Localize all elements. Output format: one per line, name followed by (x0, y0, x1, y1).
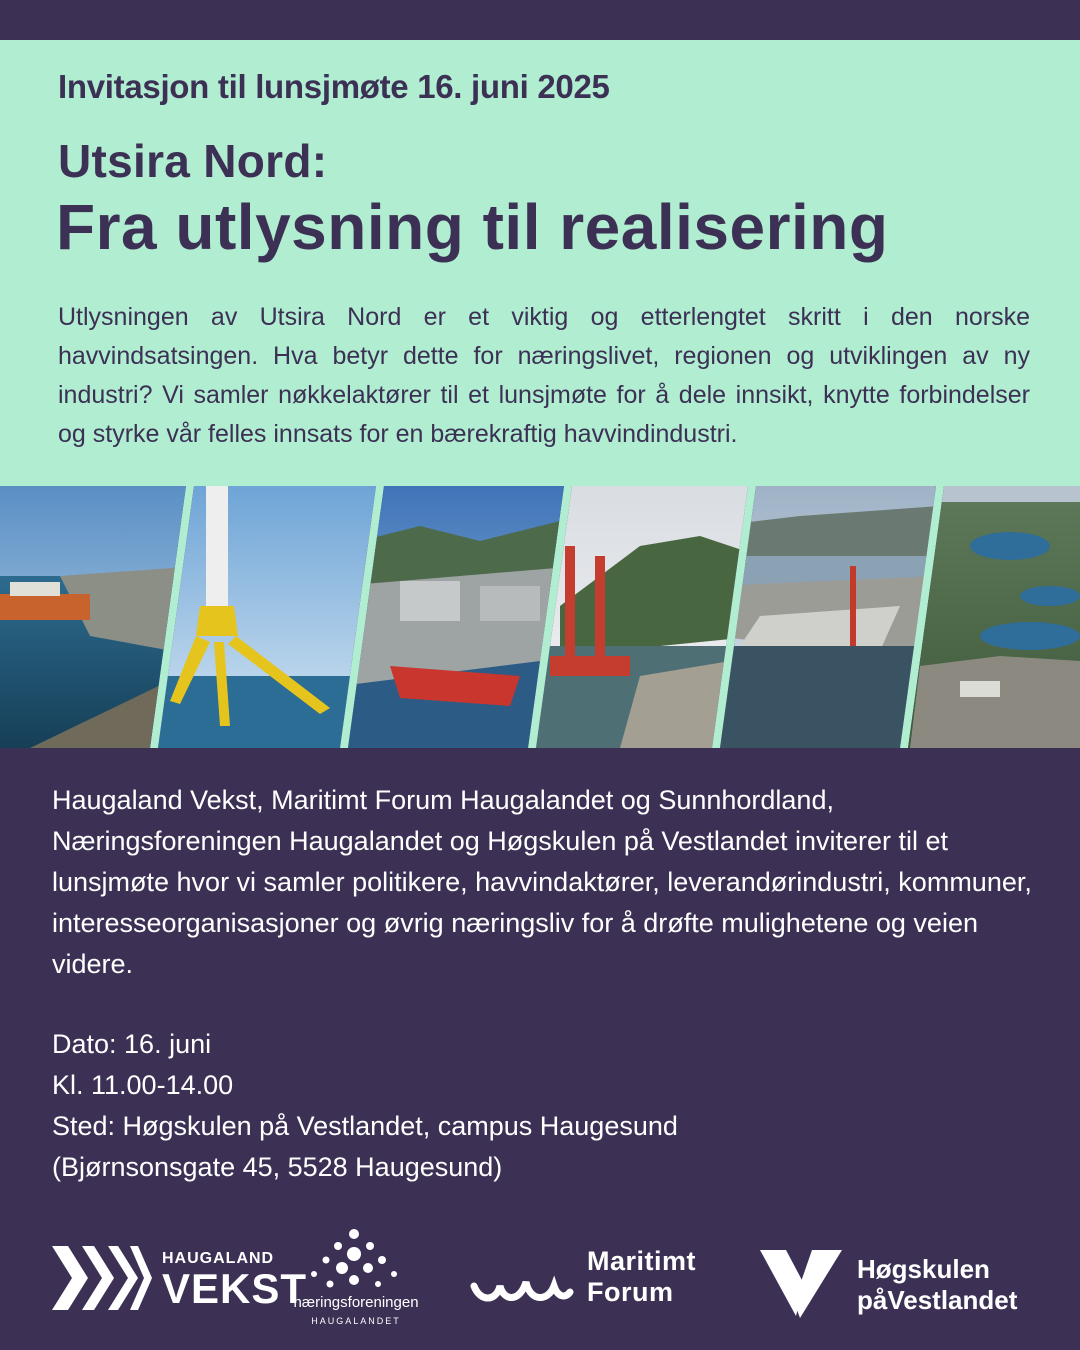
hogskulen-line: Høgskulen (857, 1254, 990, 1284)
pa-vestlandet-line: påVestlandet (857, 1285, 1018, 1315)
maritimt-forum-wordmark (587, 1246, 696, 1308)
event-date: Dato: 16. juni (52, 1029, 212, 1059)
maritimt-line: Maritimt (587, 1246, 697, 1276)
forum-line: Forum (587, 1277, 674, 1307)
photo-strip (0, 486, 1080, 748)
maritimt-forum-logo (470, 1246, 720, 1310)
haugaland-vekst-chevrons-icon (52, 1242, 152, 1314)
vekst-wordmark: VEKST (162, 1265, 308, 1312)
invitation-body: Haugaland Vekst, Maritimt Forum Haugalandet og Sunnhordland, Næringsforeningen Haugalandet og Høgskulen på Vestlandet inviterer til et lunsjmøte hvor vi samler politikere, havvindaktører, leverandørindustri, kommuner, interesseorganisasjoner og øvrig næringsliv for å drøfte mulighetene og veien videre. (52, 785, 1032, 979)
event-address: (Bjørnsonsgate 45, 5528 Haugesund) (52, 1152, 503, 1182)
hvl-v-icon (760, 1246, 844, 1320)
header-panel (0, 40, 1080, 486)
naeringsforeningen-wordmark: næringsforeningen (293, 1294, 419, 1311)
hogskulen-wordmark (857, 1254, 1017, 1316)
naeringsforeningen-subtitle: HAUGALANDET (311, 1316, 401, 1326)
event-details (52, 1024, 678, 1188)
wave-icon (470, 1246, 574, 1310)
event-time: Kl. 11.00-14.00 (52, 1070, 234, 1100)
lead-paragraph: Utlysningen av Utsira Nord er et viktig og etterlengtet skritt i den norske havvindsatsingen. Hva betyr dette for næringslivet, regionen og utviklingen av ny industri? Vi samler nøkkelaktører til et lunsjmøte for å dele innsikt, knytte forbindelser og styrke vår felles innsats for en bærekraftig havvindindustri. (58, 303, 1030, 448)
invitation-line: Invitasjon til lunsjmøte 16. juni 2025 (58, 68, 610, 105)
haugaland-vekst-logo (52, 1242, 308, 1314)
hogskulen-logo (760, 1246, 1050, 1320)
naeringsforeningen-dots-icon (282, 1226, 432, 1292)
naeringsforeningen-logo (282, 1226, 432, 1330)
title-line-1: Utsira Nord: (58, 135, 328, 187)
title-line-2: Fra utlysning til realisering (56, 191, 889, 263)
top-band (0, 0, 1080, 40)
haugaland-wordmark: HAUGALAND (162, 1250, 275, 1267)
event-place: Sted: Høgskulen på Vestlandet, campus Haugesund (52, 1111, 678, 1141)
